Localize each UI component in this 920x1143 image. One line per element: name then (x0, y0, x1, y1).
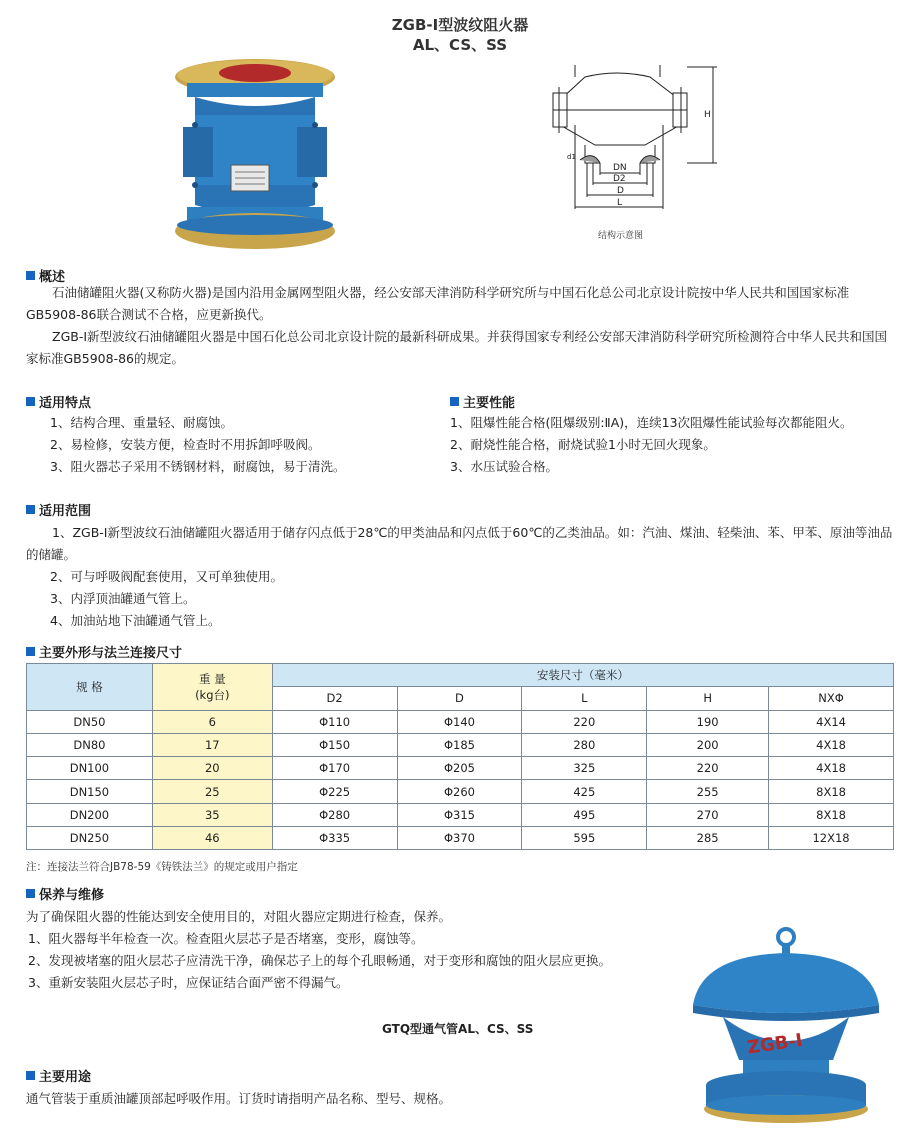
table-cell: 35 (152, 803, 272, 826)
table-cell: 4X14 (769, 710, 894, 733)
table-row (27, 780, 894, 803)
maintenance-item: 1、阻火器每半年检查一次。检查阻火层芯子是否堵塞，变形，腐蚀等。 (28, 931, 424, 946)
table-cell: 8X18 (769, 803, 894, 826)
table-cell: Φ170 (272, 757, 397, 780)
table-row (27, 710, 894, 733)
table-cell: 6 (152, 710, 272, 733)
product-materials: AL、CS、SS (412, 36, 508, 54)
table-note: 注：连接法兰符合JB78-59《铸铁法兰》的规定或用户指定 (26, 861, 298, 873)
header-d2: D2 (272, 687, 397, 710)
label-dn: DN (613, 163, 627, 173)
table-row (27, 757, 894, 780)
table-row (27, 803, 894, 826)
overview-heading: 概述 (26, 266, 65, 285)
table-cell: 20 (152, 757, 272, 780)
scope-heading: 适用范围 (26, 500, 91, 519)
table-row (27, 733, 894, 756)
scope-paragraph: 1、ZGB-I新型波纹石油储罐阻火器适用于储存闪点低于28℃的甲类油品和闪点低于60℃的乙类油品。如：汽油、煤油、轻柴油、苯、甲苯、原油等油品的储罐。 (26, 525, 893, 562)
scope-item: 2、可与呼吸阀配套使用，又可单独使用。 (50, 569, 283, 584)
performance-heading: 主要性能 (450, 392, 515, 411)
dimensions-table (26, 663, 894, 850)
features-item: 1、结构合理、重量轻、耐腐蚀。 (50, 415, 233, 430)
diagram-caption: 结构示意图 (598, 231, 644, 241)
table-cell: 4X18 (769, 757, 894, 780)
header-h: H (647, 687, 769, 710)
label-d2: D2 (613, 174, 626, 184)
table-cell: Φ205 (397, 757, 522, 780)
header-d: D (397, 687, 522, 710)
table-cell: 8X18 (769, 780, 894, 803)
table-cell: Φ370 (397, 827, 522, 850)
maintenance-intro: 为了确保阻火器的性能达到安全使用目的，对阻火器应定期进行检查，保养。 (26, 909, 452, 924)
features-heading: 适用特点 (26, 392, 91, 411)
table-cell: 255 (647, 780, 769, 803)
scope-item: 4、加油站地下油罐通气管上。 (50, 613, 221, 628)
features-item: 3、阻火器芯子采用不锈钢材料，耐腐蚀，易于清洗。 (50, 459, 346, 474)
vent-title: GTQ型通气管AL、CS、SS (382, 1022, 534, 1036)
label-l: L (617, 198, 623, 208)
table-cell: 25 (152, 780, 272, 803)
performance-item: 2、耐烧性能合格，耐烧试验1小时无回火现象。 (450, 437, 716, 452)
table-cell: 270 (647, 803, 769, 826)
label-d1: d1 (567, 153, 576, 161)
table-cell: Φ225 (272, 780, 397, 803)
square-bullet-icon (26, 889, 35, 898)
table-cell: Φ185 (397, 733, 522, 756)
table-cell: 17 (152, 733, 272, 756)
table-cell: Φ315 (397, 803, 522, 826)
table-cell: 425 (522, 780, 647, 803)
table-cell: DN100 (27, 757, 153, 780)
product-title: ZGB-I型波纹阻火器 (391, 16, 529, 34)
square-bullet-icon (26, 1071, 35, 1080)
vent-usage-heading: 主要用途 (26, 1066, 91, 1085)
table-cell: Φ260 (397, 780, 522, 803)
table-cell: 190 (647, 710, 769, 733)
table-cell: 285 (647, 827, 769, 850)
table-cell: 200 (647, 733, 769, 756)
overview-paragraph-1: 石油储罐阻火器(又称防火器)是国内沿用金属网型阻火器，经公安部天津消防科学研究所与中国石化总公司北京设计院按中华人民共和国国家标准GB5908-86联合测试不合格，应更新换代。 (26, 285, 850, 322)
table-cell: Φ335 (272, 827, 397, 850)
square-bullet-icon (26, 271, 35, 280)
header-weight: 重 量 (kg台) (152, 664, 272, 711)
table-cell: 325 (522, 757, 647, 780)
flame-arrester-photo (165, 55, 345, 255)
table-cell: 595 (522, 827, 647, 850)
square-bullet-icon (26, 647, 35, 656)
table-cell: DN150 (27, 780, 153, 803)
table-cell: DN200 (27, 803, 153, 826)
table-cell: 280 (522, 733, 647, 756)
features-item: 2、易检修，安装方便，检查时不用拆卸呼吸阀。 (50, 437, 321, 452)
table-cell: 495 (522, 803, 647, 826)
header-install-size: 安装尺寸（毫米） (272, 664, 893, 687)
header-spec: 规 格 (27, 664, 153, 711)
overview-paragraph-2: ZGB-I新型波纹石油储罐阻火器是中国石化总公司北京设计院的最新科研成果。并获得国家专利经公安部天津消防科学研究所检测符合中华人民共和国国家标准GB5908-86的规定。 (26, 329, 888, 366)
table-cell: 220 (647, 757, 769, 780)
table-cell: Φ150 (272, 733, 397, 756)
header-l: L (522, 687, 647, 710)
performance-item: 3、水压试验合格。 (450, 459, 558, 474)
square-bullet-icon (26, 397, 35, 406)
dimensions-heading: 主要外形与法兰连接尺寸 (26, 642, 182, 661)
scope-item: 3、内浮顶油罐通气管上。 (50, 591, 196, 606)
table-cell: DN250 (27, 827, 153, 850)
table-cell: 46 (152, 827, 272, 850)
table-cell: Φ140 (397, 710, 522, 733)
vent-pipe-photo (683, 925, 893, 1130)
table-cell: DN80 (27, 733, 153, 756)
header-nxphi: NXΦ (769, 687, 894, 710)
label-d: D (617, 186, 624, 196)
table-cell: 220 (522, 710, 647, 733)
maintenance-item: 2、发现被堵塞的阻火层芯子应清洗干净，确保芯子上的每个孔眼畅通，对于变形和腐蚀的阻火层应更换。 (28, 953, 611, 968)
table-cell: 4X18 (769, 733, 894, 756)
table-cell: DN50 (27, 710, 153, 733)
performance-item: 1、阻爆性能合格(阻爆级别:ⅡA)，连续13次阻爆性能试验每次都能阻火。 (450, 415, 853, 430)
table-cell: Φ280 (272, 803, 397, 826)
vent-body-text: ZGB-I (745, 1029, 804, 1059)
table-cell: Φ110 (272, 710, 397, 733)
square-bullet-icon (450, 397, 459, 406)
square-bullet-icon (26, 505, 35, 514)
maintenance-item: 3、重新安装阻火层芯子时，应保证结合面严密不得漏气。 (28, 975, 349, 990)
table-cell: 12X18 (769, 827, 894, 850)
label-h: H (704, 110, 711, 120)
structure-diagram (545, 55, 730, 240)
maintenance-heading: 保养与维修 (26, 884, 104, 903)
table-row (27, 827, 894, 850)
vent-usage-text: 通气管装于重质油罐顶部起呼吸作用。订货时请指明产品名称、型号、规格。 (26, 1091, 452, 1106)
